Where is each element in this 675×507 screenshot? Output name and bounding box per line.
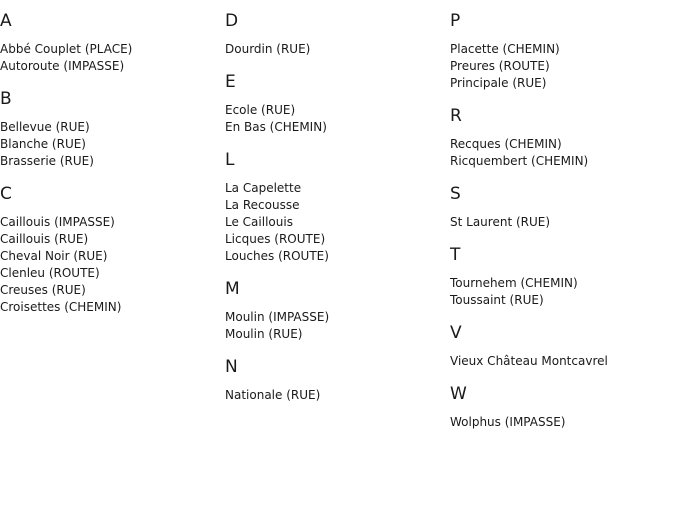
- street-link[interactable]: Dourdin (RUE): [225, 42, 311, 56]
- street-link[interactable]: Ricquembert (CHEMIN): [450, 154, 589, 168]
- street-list: [450, 353, 670, 370]
- letter-heading: S: [450, 184, 461, 204]
- street-link[interactable]: Recques (CHEMIN): [450, 137, 562, 151]
- letter-group-v: [450, 322, 670, 370]
- street-link[interactable]: Croisettes (CHEMIN): [0, 300, 122, 314]
- letter-group-e: [225, 71, 445, 136]
- street-link[interactable]: Cheval Noir (RUE): [0, 249, 108, 263]
- letter-group-b: [0, 88, 220, 170]
- street-link[interactable]: Le Caillouis: [225, 215, 293, 229]
- street-link[interactable]: Preures (ROUTE): [450, 59, 550, 73]
- letter-group-r: [450, 105, 670, 170]
- letter-heading: L: [225, 150, 235, 170]
- street-link[interactable]: Ecole (RUE): [225, 103, 296, 117]
- letter-group-w: [450, 383, 670, 431]
- street-link[interactable]: Moulin (IMPASSE): [225, 310, 330, 324]
- street-list: [225, 41, 445, 58]
- street-link[interactable]: Licques (ROUTE): [225, 232, 326, 246]
- street-link[interactable]: Blanche (RUE): [0, 137, 86, 151]
- letter-heading: T: [450, 245, 461, 265]
- street-link[interactable]: Bellevue (RUE): [0, 120, 90, 134]
- letter-heading: V: [450, 323, 462, 343]
- street-list: [0, 214, 220, 316]
- street-link[interactable]: En Bas (CHEMIN): [225, 120, 327, 134]
- street-list: [0, 41, 220, 75]
- letter-heading: P: [450, 11, 461, 31]
- street-link[interactable]: Autoroute (IMPASSE): [0, 59, 125, 73]
- index-column-3: [450, 10, 670, 444]
- street-link[interactable]: Creuses (RUE): [0, 283, 86, 297]
- street-link[interactable]: Moulin (RUE): [225, 327, 303, 341]
- index-column-1: [0, 10, 220, 329]
- street-link[interactable]: La Capelette: [225, 181, 302, 195]
- street-link[interactable]: La Recousse: [225, 198, 300, 212]
- street-link[interactable]: Placette (CHEMIN): [450, 42, 560, 56]
- street-link[interactable]: St Laurent (RUE): [450, 215, 551, 229]
- letter-group-a: [0, 10, 220, 75]
- letter-group-m: [225, 278, 445, 343]
- letter-heading: M: [225, 279, 240, 299]
- street-link[interactable]: Louches (ROUTE): [225, 249, 329, 263]
- letter-group-s: [450, 183, 670, 231]
- letter-heading: E: [225, 72, 236, 92]
- street-list: [450, 41, 670, 92]
- street-link[interactable]: Toussaint (RUE): [450, 293, 544, 307]
- street-link[interactable]: Principale (RUE): [450, 76, 547, 90]
- letter-group-p: [450, 10, 670, 92]
- street-link[interactable]: Caillouis (IMPASSE): [0, 215, 115, 229]
- street-list: [225, 102, 445, 136]
- letter-group-c: [0, 183, 220, 316]
- street-list: [450, 136, 670, 170]
- street-list: [0, 119, 220, 170]
- street-list: [225, 309, 445, 343]
- letter-heading: D: [225, 11, 239, 31]
- letter-heading: B: [0, 89, 12, 109]
- street-list: [225, 180, 445, 265]
- letter-group-n: [225, 356, 445, 404]
- letter-group-t: [450, 244, 670, 309]
- street-link[interactable]: Tournehem (CHEMIN): [450, 276, 578, 290]
- letter-heading: A: [0, 11, 12, 31]
- letter-heading: R: [450, 106, 462, 126]
- street-list: [450, 275, 670, 309]
- letter-heading: C: [0, 184, 12, 204]
- street-link[interactable]: Clenleu (ROUTE): [0, 266, 100, 280]
- street-list: [225, 387, 445, 404]
- letter-group-l: [225, 149, 445, 265]
- letter-heading: W: [450, 384, 467, 404]
- street-link[interactable]: Brasserie (RUE): [0, 154, 94, 168]
- street-link[interactable]: Caillouis (RUE): [0, 232, 89, 246]
- street-list: [450, 214, 670, 231]
- street-list: [450, 414, 670, 431]
- street-link[interactable]: Nationale (RUE): [225, 388, 321, 402]
- letter-heading: N: [225, 357, 238, 377]
- street-link[interactable]: Vieux Château Montcavrel: [450, 354, 608, 368]
- index-column-2: [225, 10, 445, 417]
- letter-group-d: [225, 10, 445, 58]
- street-link[interactable]: Wolphus (IMPASSE): [450, 415, 566, 429]
- street-link[interactable]: Abbé Couplet (PLACE): [0, 42, 133, 56]
